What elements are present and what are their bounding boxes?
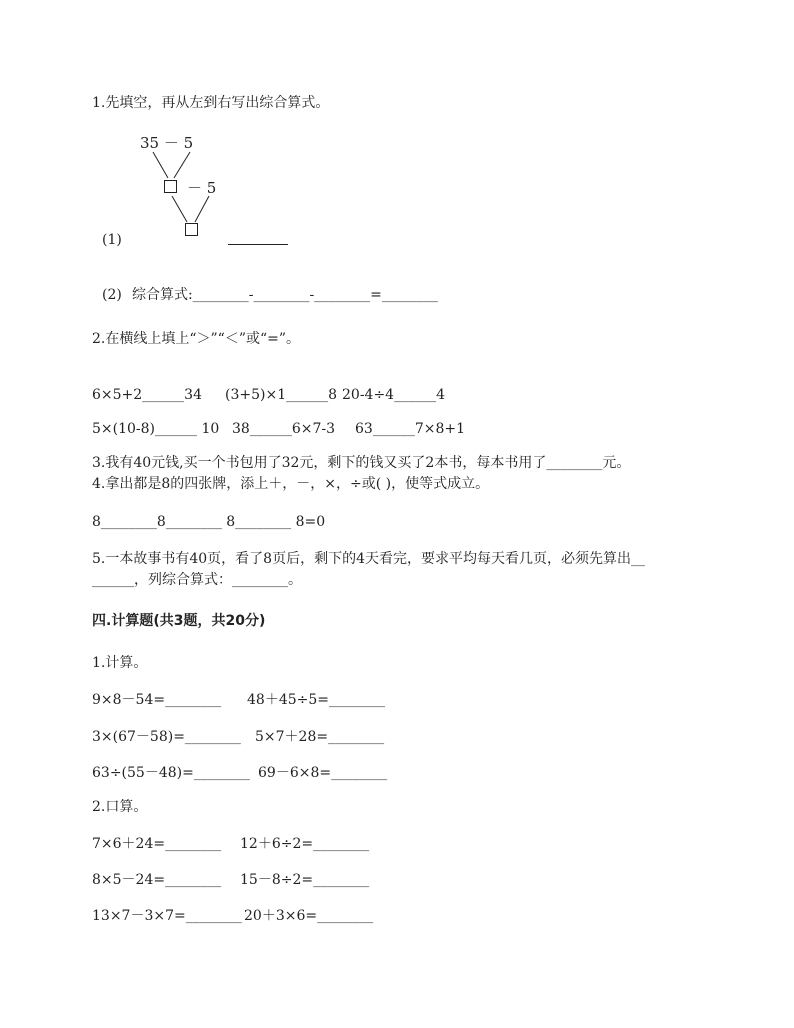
q5-line2: ______，列综合算式：________。 xyxy=(92,572,302,588)
tree-middle-box xyxy=(164,180,177,193)
q2-row1-item2: (3+5)×1______8 xyxy=(225,387,338,403)
tree-line-right-lower xyxy=(195,196,209,222)
mental-row2-left: 8×5－24=________ xyxy=(92,872,222,888)
tree-diagram-lines xyxy=(0,0,794,260)
calc-row3-left: 63÷(55－48)=________ xyxy=(92,765,250,781)
q5-line1: 5.一本故事书有40页，看了8页后，剩下的4天看完，要求平均每天看几页，必须先算出__ xyxy=(92,551,645,567)
q4-expression: 8________8________ 8________ 8=0 xyxy=(92,514,326,530)
q1-part2-text: 综合算式:________-________-________=________ xyxy=(132,287,438,303)
mental-row1-right: 12＋6÷2=________ xyxy=(240,836,370,852)
q3-text: 3.我有40元钱,买一个书包用了32元，剩下的钱又买了2本书，每本书用了________元。 xyxy=(92,455,631,471)
q1-part1-label: (1) xyxy=(102,232,122,248)
calc-row2-left: 3×(67－58)=________ xyxy=(92,729,241,745)
calc-row3-right: 69－6×8=________ xyxy=(258,765,388,781)
calc-row1-right: 48＋45÷5=________ xyxy=(247,692,385,708)
section4-sub2-title: 2.口算。 xyxy=(92,799,148,815)
q2-row2-item3: 63______7×8+1 xyxy=(355,421,465,437)
mental-row2-right: 15－8÷2=________ xyxy=(240,872,370,888)
tree-bottom-box xyxy=(185,223,198,236)
q1-part1-answer-line xyxy=(228,244,288,245)
tree-line-left-lower xyxy=(172,196,187,222)
section4-sub1-title: 1.计算。 xyxy=(92,655,148,671)
tree-top-expression: 35 － 5 xyxy=(140,134,194,152)
calc-row1-left: 9×8－54=________ xyxy=(92,692,222,708)
q4-text: 4.拿出都是8的四张牌，添上＋，－，×，÷或( )，使等式成立。 xyxy=(92,476,490,492)
mental-row1-left: 7×6＋24=________ xyxy=(92,836,222,852)
q2-row1-item1: 6×5+2______34 xyxy=(92,387,202,403)
section4-title: 四.计算题(共3题，共20分) xyxy=(92,613,266,629)
calc-row2-right: 5×7＋28=________ xyxy=(255,729,385,745)
q1-part2-label: (2) xyxy=(102,287,122,303)
tree-line-right-upper xyxy=(174,152,190,178)
mental-row3-left: 13×7－3×7=________ xyxy=(92,908,242,924)
q2-row2-item2: 38______6×7-3 xyxy=(232,421,335,437)
q2-title: 2.在横线上填上“＞”“＜”或“=”。 xyxy=(92,331,301,347)
tree-line-left-upper xyxy=(153,152,168,178)
q1-title: 1.先填空，再从左到右写出综合算式。 xyxy=(92,95,330,111)
mental-row3-right: 20＋3×6=________ xyxy=(244,908,374,924)
q2-row1-item3: 20-4÷4______4 xyxy=(342,387,445,403)
tree-middle-operator: － 5 xyxy=(187,179,217,197)
q2-row2-item1: 5×(10-8)______ 10 xyxy=(92,421,220,437)
